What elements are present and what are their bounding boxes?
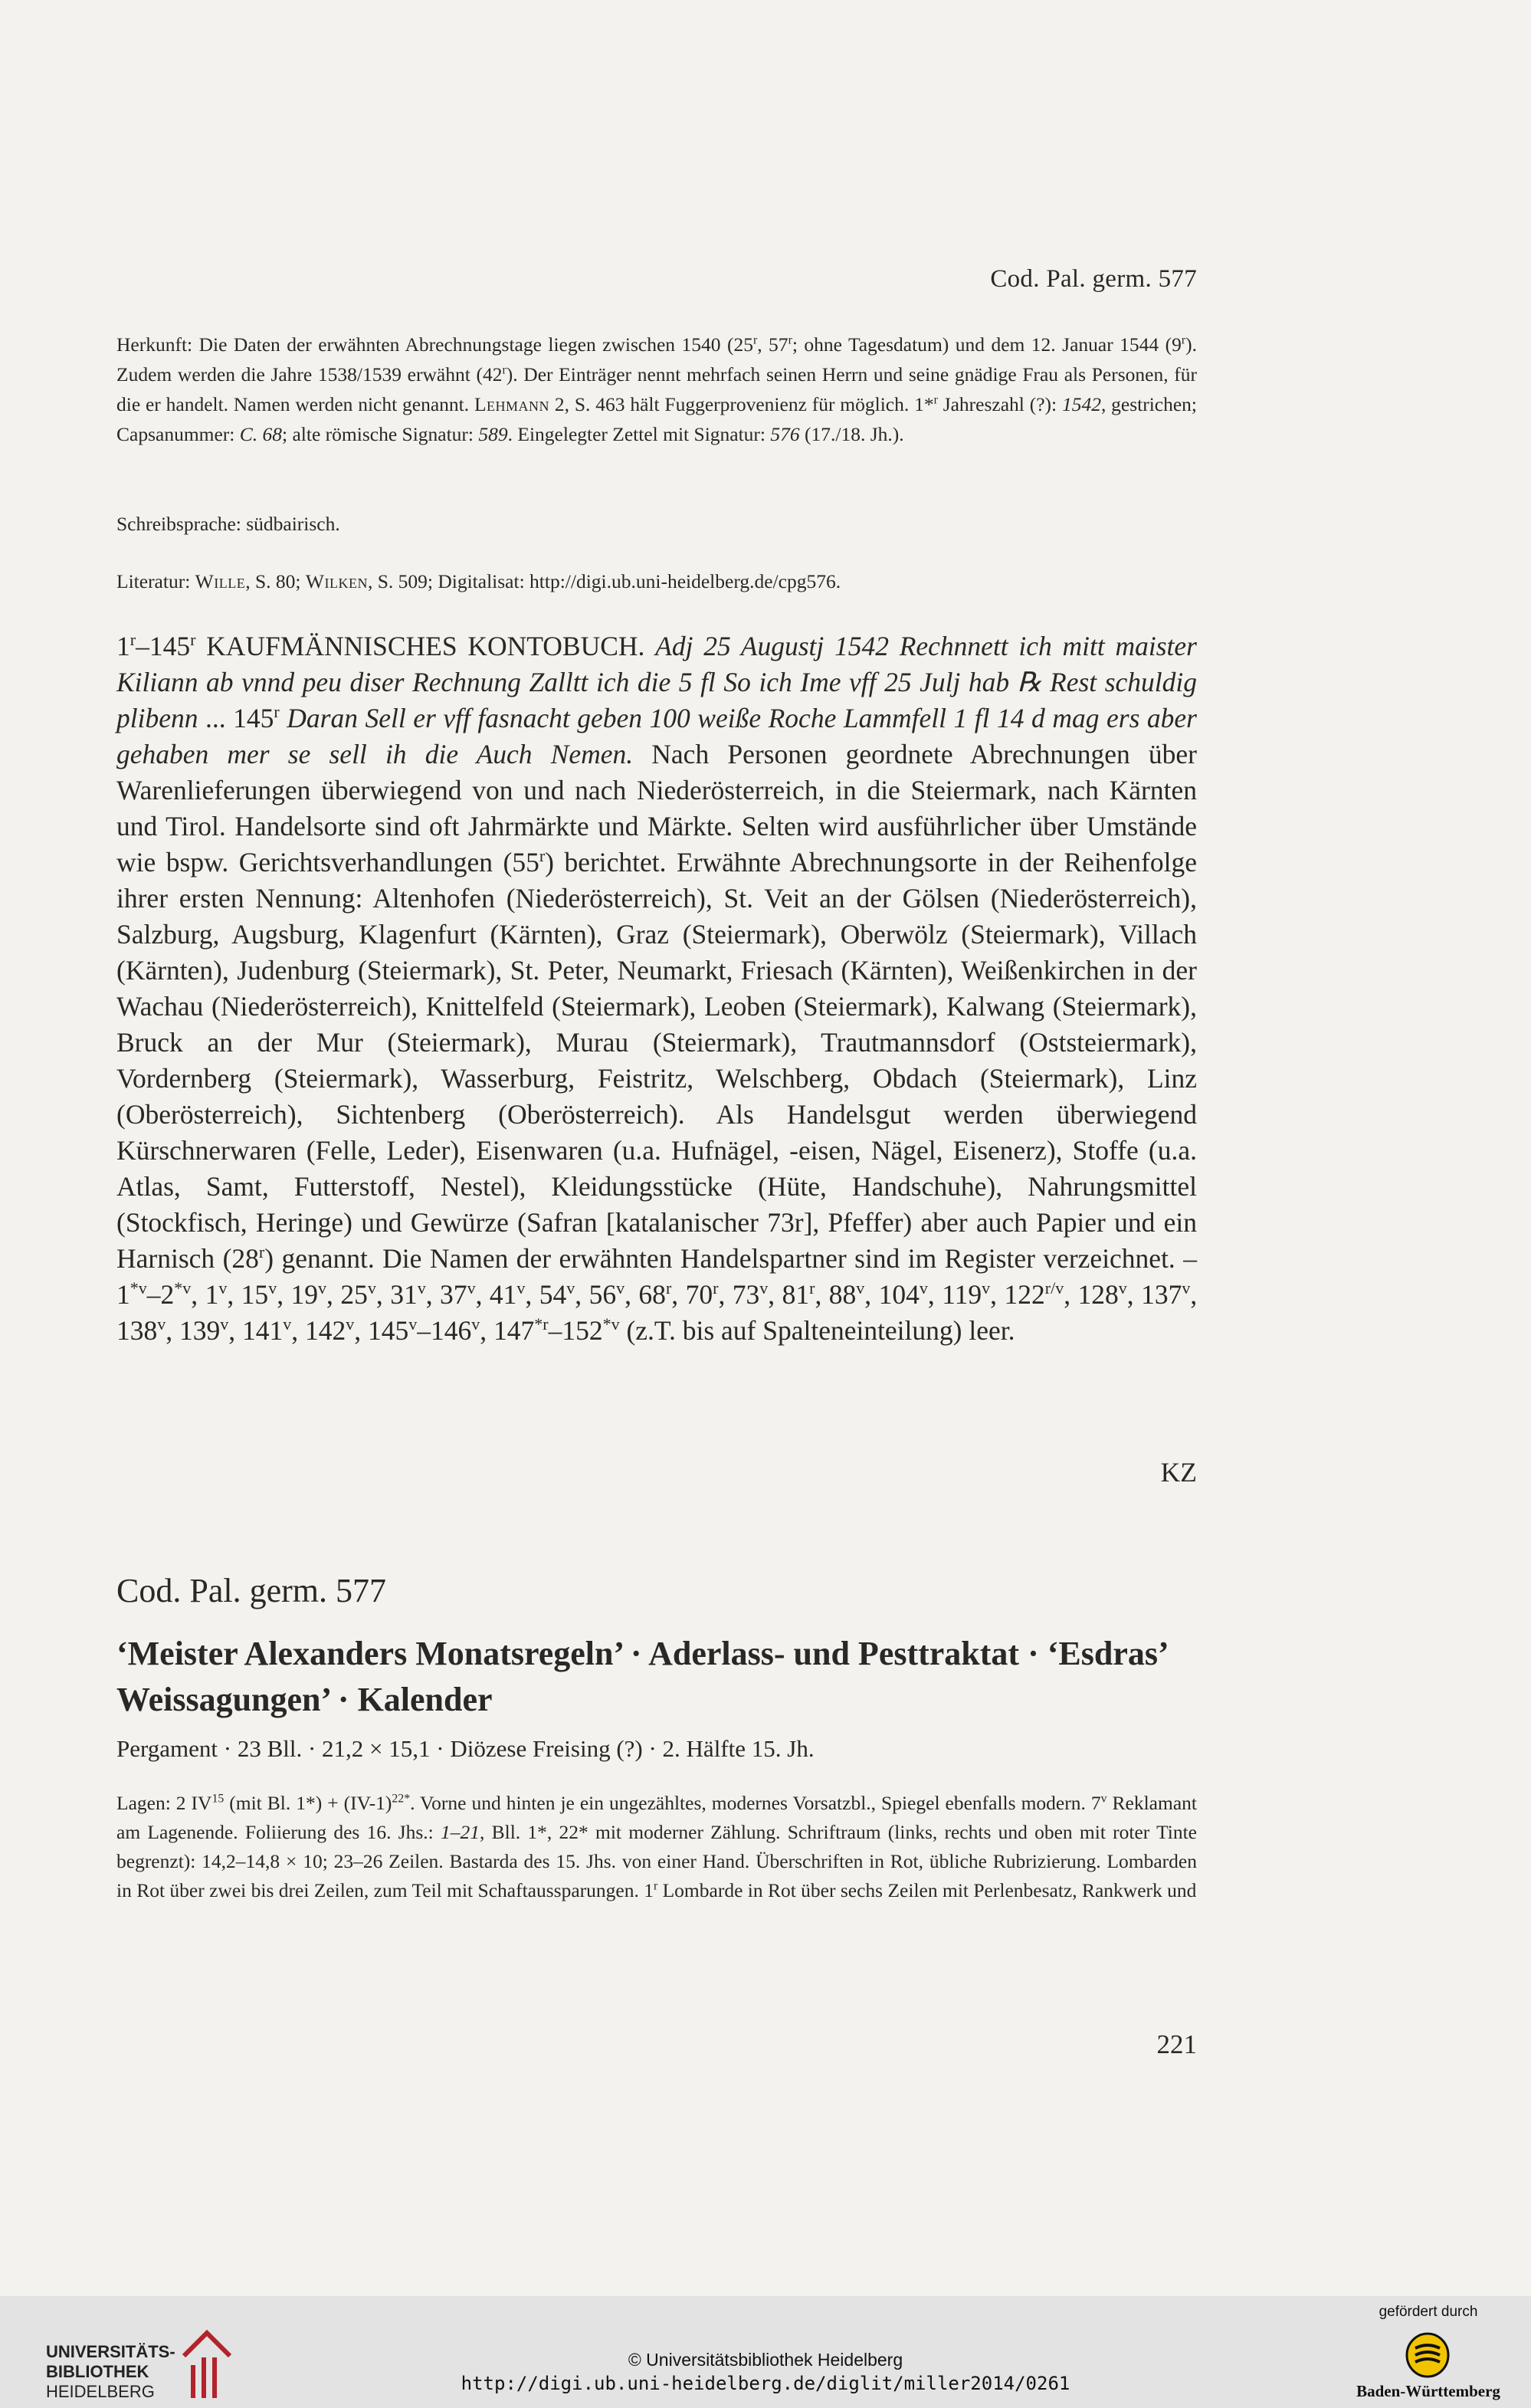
herkunft-paragraph: Herkunft: Die Daten der erwähnten Abrechnungstage liegen zwischen 1540 (25$^r$, 57$^r$; ohne Tagesdatum) und dem 12. Januar 1544 (9$^r$). Zudem werden die Jahre 1538/1539 erwähnt (42$^r$). Der Einträger nennt mehrfach seinen Herrn und seine gnädige Frau als Personen, für die er handelt. Namen werden nicht genannt. Lehmann 2, S. 463 hält Fuggerprovenienz für möglich. 1*$^r$ Jahreszahl (?): 1542, gestrichen; Capsanummer: C. 68; alte römische Signatur: 589. Eingelegter Zettel mit Signatur: 576 (17./18. Jh.). <box>116 333 1198 445</box>
main-description: 1$^r$–145$^r$ KAUFMÄNNISCHES KONTOBUCH. Adj 25 Augustj 1542 Rechnnett ich mitt maister Kiliann ab vnnd peu diser Rechnung Zalltt ich die 5 fl So ich Ime vff 25 Julj hab ℞ Rest schuldig plibenn ... 145$^r$ Daran Sell er vff fasnacht geben 100 weiße Roche Lammfell 1 fl 14 d mag ers aber gehaben mer se sell ih die Auch Nemen. Nach Personen geordnete Abrechnungen über Warenlieferungen überwiegend von und nach Niederösterreich, in die Steiermark, nach Kärnten und Tirol. Handelsorte sind oft Jahrmärkte und Märkte. Selten wird ausführlicher über Umstände wie bspw. Gerichtsverhandlungen (55$^r$) berichtet. Erwähnte Abrechnungsorte in der Reihenfolge ihrer ersten Nennung: Altenhofen (Niederösterreich), St. Veit an der Gölsen (Niederösterreich), Salzburg, Augsburg, Klagenfurt (Kärnten), Graz (Steiermark), Oberwölz (Steiermark), Villach (Kärnten), Judenburg (Steiermark), St. Peter, Neumarkt, Friesach (Kärnten), Weißenkirchen in der Wachau (Niederösterreich), Knittelfeld (Steiermark), Leoben (Steiermark), Kalwang (Steiermark), Bruck an der Mur (Steiermark), Murau (Steiermark), Trautmannsdorf (Oststeiermark), Vordernberg (Steiermark), Wasserburg, Feistritz, Welschberg, Obdach (Steiermark), Linz (Oberösterreich), Sichtenberg (Oberösterreich). Als Handelsgut werden überwiegend Kürschnerwaren (Felle, Leder), Eisenwaren (u.a. Hufnägel, -eisen, Nägel, Eisenerz), Stoffe (u.a. Atlas, Samt, Futterstoff, Nestel), Kleidungsstücke (Hüte, Handschuhe), Nahrungsmittel (Stockfisch, Heringe) und Gewürze (Safran [katalanischer 73r], Pfeffer) aber auch Papier und ein Harnisch (28$^r$) genannt. Die Namen der erwähnten Handelspartner sind im Register verzeichnet. – 1$^{*v}$–2$^{*v}$, 1$^v$, 15$^v$, 19$^v$, 25$^v$, 31$^v$, 37$^v$, 41$^v$, 54$^v$, 56$^v$, 68$^r$, 70$^r$, 73$^v$, 81$^r$, 88$^v$, 104$^v$, 119$^v$, $122^{r/v}$, 128$^v$, 137$^v$, 138$^v$, 139$^v$, 141$^v$, 142$^v$, 145$^v$–146$^v$, 147$^{*r}$–152$^{*v}$ (z.T. bis auf Spalteneinteilung) leer. <box>116 630 1198 1346</box>
section-meta: Pergament · 23 Bll. · 21,2 × 15,1 · Diözese Freising (?) · 2. Hälfte 15. Jh. <box>116 1735 815 1762</box>
literatur-line: Literatur: Wille, S. 80; Wilken, S. 509; Digitalisat: http://digi.ub.uni-heidelberg.de/cpg576. <box>116 570 841 592</box>
schreibsprache-line: Schreibsprache: südbairisch. <box>116 513 340 535</box>
page-number: 221 <box>1156 2029 1197 2059</box>
copyright-notice: © Universitätsbibliothek Heidelberg <box>628 2350 903 2370</box>
sponsor-name: Baden-Württemberg <box>1356 2382 1500 2400</box>
permalink[interactable]: http://digi.ub.uni-heidelberg.de/diglit/miller2014/0261 <box>461 2373 1070 2394</box>
author-initials: KZ <box>1160 1457 1197 1488</box>
incipit: Adj 25 Augustj 1542 Rechnnett ich mitt maister Kiliann ab vnnd peu diser Rechnung Zalltt ich die 5 fl So ich Ime vff 25 Julj hab ℞ Rest schuldig plibenn <box>116 631 1197 733</box>
state-coat-of-arms-icon <box>1405 2331 1451 2379</box>
footer-bar <box>0 2296 1531 2408</box>
lagen-paragraph: Lagen: 2 IV$^{15}$ (mit Bl. $1*) + (IV-1)^{22*}$. Vorne und hinten je ein ungezähltes, modernes Vorsatzbl., Spiegel ebenfalls modern. 7$^v$ Reklamant am Lagenende. Foliierung des 16. Jhs.: 1–21, Bll. 1*, 22* mit moderner Zählung. Schriftraum (links, rechts und oben mit roter Tinte begrenzt): 14,2–14,8 × 10; 23–26 Zeilen. Bastarda des 15. Jhs. von einer Hand. Überschriften in Rot, übliche Rubrizierung. Lombarden in Rot über zwei bis drei Zeilen, zum Teil mit Schaftaussparungen. 1$^r$ Lombarde in Rot über sechs Zeilen mit Perlenbesatz, Rankwerk und <box>116 1792 1197 1901</box>
library-name: UNIVERSITÄTS- BIBLIOTHEK HEIDELBERG <box>46 2342 175 2401</box>
explicit: Daran Sell er vff fasnacht geben 100 weiße Roche Lammfell 1 fl 14 d mag ers aber gehaben mer se sell ih die Auch Nemen. <box>116 703 1197 769</box>
section-title: ‘Meister Alexanders Monatsregeln’ · Aderlass- und Pesttraktat · ‘Esdras’ Weissagungen’ · Kalender <box>116 1635 1167 1718</box>
sponsor-label: gefördert durch <box>1379 2304 1478 2320</box>
running-head: Cod. Pal. germ. 577 <box>990 265 1197 293</box>
section-heading: Cod. Pal. germ. 577 <box>116 1572 386 1609</box>
